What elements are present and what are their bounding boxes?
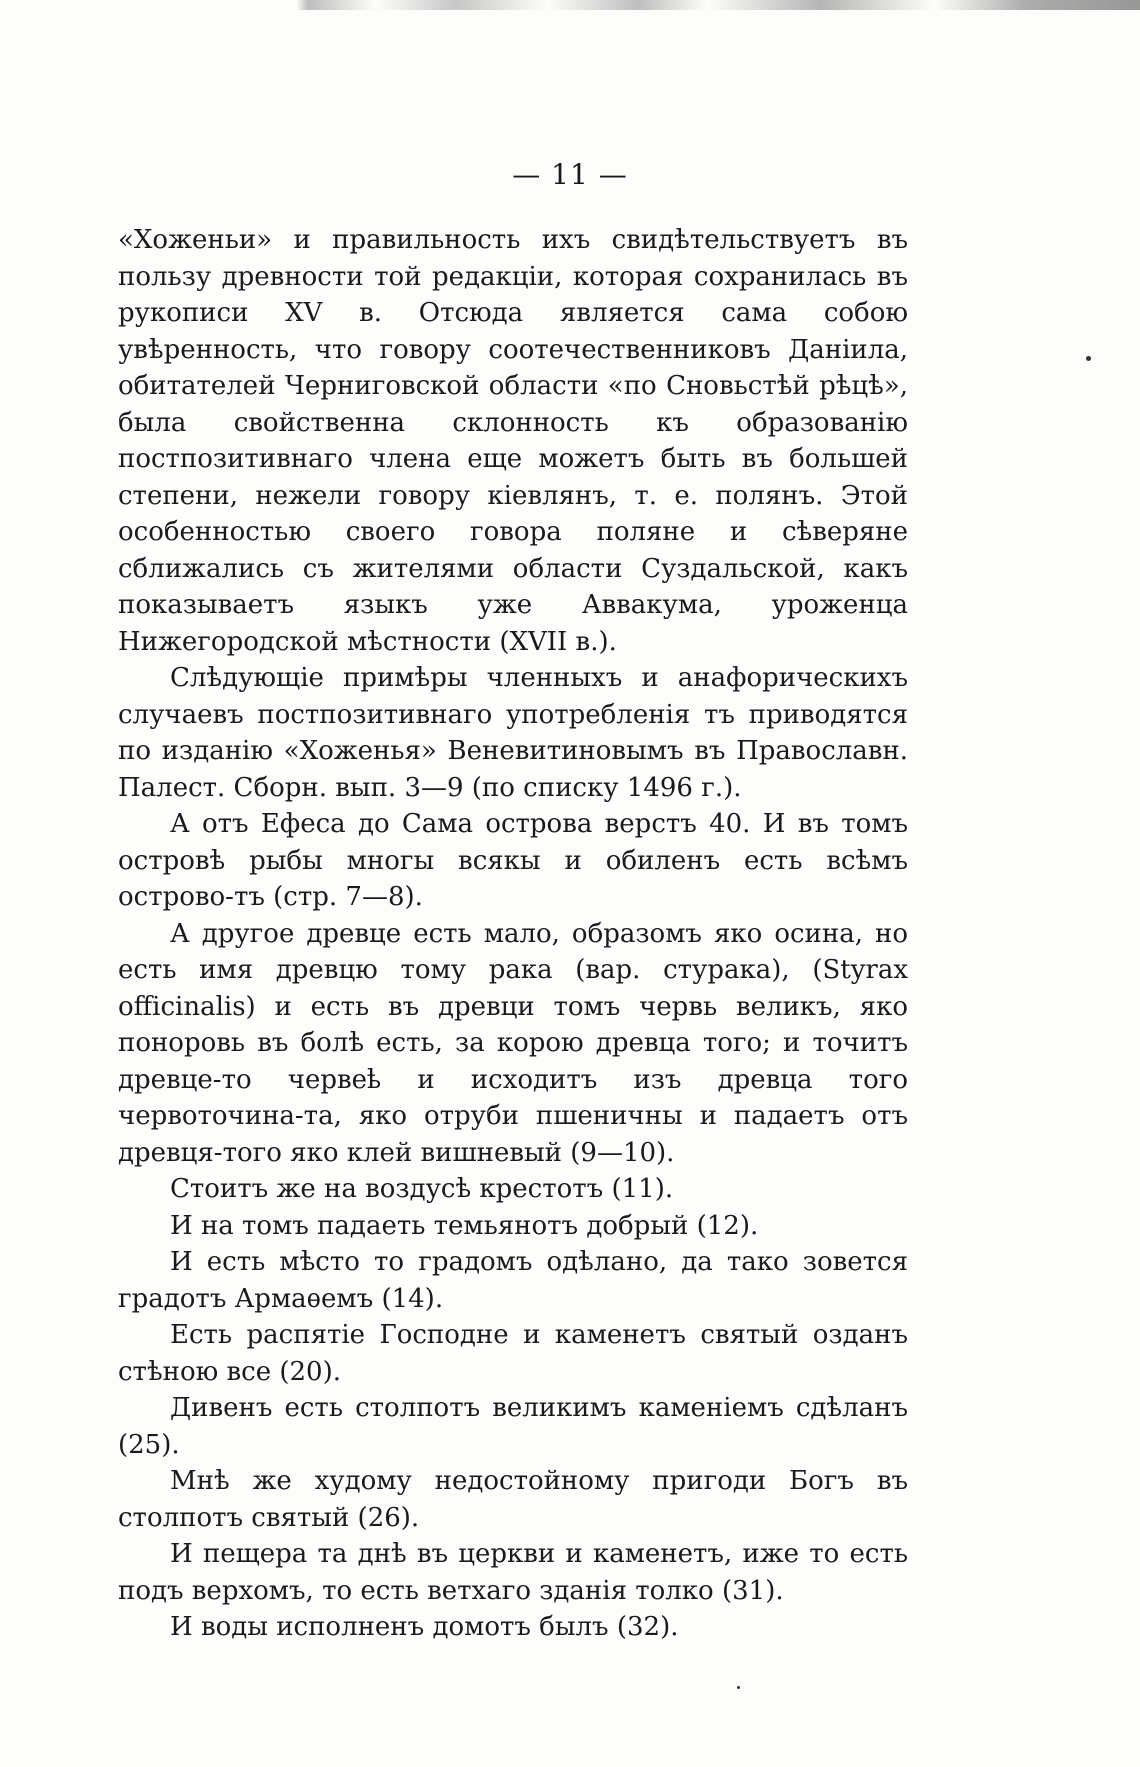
scan-speck <box>1086 356 1091 361</box>
quote-mne-zhe: Мнѣ же худому недостойному пригоди Богъ въ столпотъ святый (26). <box>118 1466 908 1533</box>
quote-krestot: Стоитъ же на воздусѣ крестотъ (11). <box>170 1174 674 1204</box>
quote-gradot: И есть мѣсто то градомъ одѣлано, да тако зовется градотъ Армаѳемъ (14). <box>118 1247 908 1314</box>
paragraph-continuation: «Хоженьи» и правильность ихъ свидѣтельствуетъ въ пользу древности той редакціи, которая сохранилась въ рукописи XV в. Отсюда является сама собою увѣренность, что говору соотечественниковъ Даніила, обитателей Черниговской области «по Сновьстѣй рѣцѣ», была свойственна склонность къ образованію постпозитивнаго члена еще можетъ быть въ большей степени, нежели говору кіевлянъ, т. е. полянъ. Этой особенностью своего говора поляне и сѣверяне сближались съ жителями области Суздальской, какъ показываетъ языкъ уже Аввакума, уроженца Нижегородской мѣстности (XVII в.). <box>118 225 908 657</box>
quote-vody: И воды исполненъ домотъ былъ (32). <box>170 1612 679 1642</box>
quote-raspyatie: Есть распятіе Господне и каменетъ святый озданъ стѣною все (20). <box>118 1320 908 1387</box>
scan-edge-artifact <box>0 0 1140 10</box>
paragraph-examples-intro: Слѣдующіе примѣры членныхъ и анафорическихъ случаевъ постпозитивнаго употребленія тъ приводятся по изданію «Хоженья» Веневитиновымъ въ Православн. Палест. Сборн. вып. 3—9 (по списку 1496 г.). <box>118 663 908 803</box>
body-text <box>118 222 908 1646</box>
quote-stolpot: Дивенъ есть столпотъ великимъ каменіемъ сдѣланъ (25). <box>118 1393 908 1460</box>
page-number: — 11 — <box>512 158 628 191</box>
quote-temyanot: И на томъ падаеть темьянотъ добрый (12). <box>170 1210 759 1241</box>
scan-speck <box>737 1686 740 1689</box>
quote-drevce: А другое древце есть мало, образомъ яко осина, но есть имя древцю тому рака (вар. стурака), (Styrax officinalis) и есть въ древци томъ червь великъ, яко поноровь въ болѣ есть, за корою древца того; и точитъ древце-то червеҍ и исходитъ изъ древца того червоточина-та, яко отруби пшеничны и падаетъ отъ древця-того яко клей вишневый (9—10). <box>118 918 908 1168</box>
quote-peshchera: И пещера та днѣ въ церкви и каменетъ, иже то есть подъ верхомъ, то есть ветхаго зданія толко (31). <box>118 1539 908 1606</box>
quote-efesa: А отъ Ефеса до Сама острова верстъ 40. И въ томъ островѣ рыбы многы всякы и обиленъ есть всѣмъ острово-тъ (стр. 7—8). <box>118 809 908 912</box>
